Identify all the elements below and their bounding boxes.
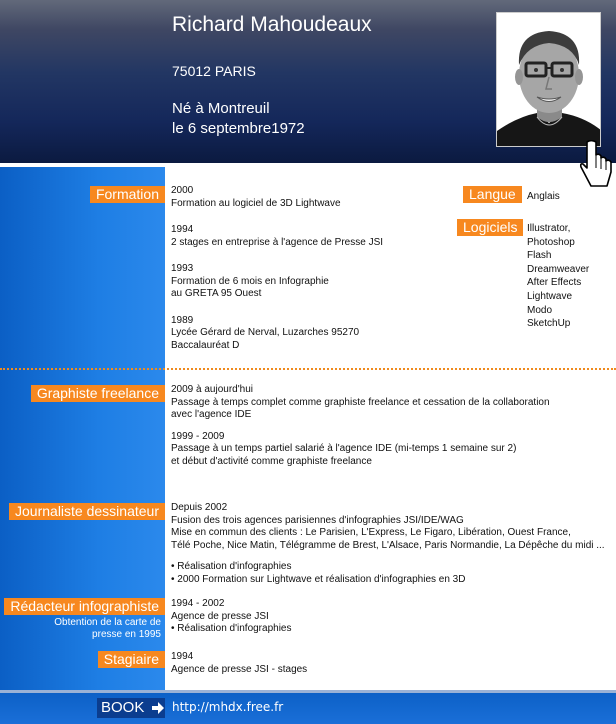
arrow-right-icon xyxy=(151,701,165,720)
formation-line: Lycée Gérard de Nerval, Luzarches 95270 xyxy=(171,327,360,338)
journaliste-label: Journaliste dessinateur xyxy=(9,503,165,520)
journaliste-line: Fusion des trois agences parisiennes d'infographies JSI/IDE/WAG xyxy=(171,514,464,526)
graphiste-year: 1999 - 2009 xyxy=(171,430,225,442)
formation-line: Formation de 6 mois en Infographie xyxy=(171,275,329,287)
stagiaire-line: Agence de presse JSI - stages xyxy=(171,663,308,675)
formation-line: 2 stages en entreprise à l'agence de Presse JSI xyxy=(171,236,384,248)
journaliste-line: Télé Poche, Nice Matin, Télégramme de Brest, L'Alsace, Paris Normandie, La Dépêche du midi ... xyxy=(171,539,605,551)
portrait-photo xyxy=(496,12,601,147)
footer xyxy=(0,690,616,724)
formation-list xyxy=(171,185,451,352)
formation-line: au GRETA 95 Ouest xyxy=(171,288,262,299)
formation-year: 1989 xyxy=(171,314,194,326)
software-item: Modo xyxy=(527,304,553,316)
website-link[interactable]: http://mhdx.free.fr xyxy=(172,700,284,714)
birth-place: Né à Montreuil xyxy=(172,100,270,117)
stagiaire-list xyxy=(171,651,471,676)
redacteur-list xyxy=(171,598,471,636)
graphiste-line: et début d'activité comme graphiste freelance xyxy=(171,455,372,467)
journaliste-year: Depuis 2002 xyxy=(171,502,228,513)
formation-year: 2000 xyxy=(171,185,194,196)
stagiaire-label: Stagiaire xyxy=(98,651,165,668)
redacteur-year: 1994 - 2002 xyxy=(171,598,225,609)
software-item: Lightwave xyxy=(527,290,573,302)
book-button[interactable]: BOOK xyxy=(97,698,165,718)
graphiste-list xyxy=(171,384,601,468)
redacteur-label: Rédacteur infographiste xyxy=(4,598,165,615)
graphiste-line: avec l'agence IDE xyxy=(171,409,252,420)
formation-year: 1993 xyxy=(171,263,194,274)
formation-line: Formation au logiciel de 3D Lightwave xyxy=(171,197,341,209)
formation-year: 1994 xyxy=(171,224,194,235)
langue-value: Anglais xyxy=(527,191,560,202)
footer-strip xyxy=(0,690,616,693)
graphiste-label: Graphiste freelance xyxy=(31,385,165,402)
birth-date: le 6 septembre1972 xyxy=(172,120,305,137)
graphiste-line: Passage à un temps partiel salarié à l'agence IDE (mi-temps 1 semaine sur 2) xyxy=(171,443,517,454)
hand-cursor-icon xyxy=(579,140,613,197)
redacteur-line: • Réalisation d'infographies xyxy=(171,623,292,634)
stagiaire-year: 1994 xyxy=(171,651,194,662)
software-item: Photoshop xyxy=(527,236,575,248)
section-divider xyxy=(0,368,616,370)
software-item: After Effects xyxy=(527,277,582,289)
software-item: Illustrator, xyxy=(527,223,571,234)
software-item: Flash xyxy=(527,250,552,262)
person-name: Richard Mahoudeaux xyxy=(172,13,372,36)
press-card-note: Obtention de la carte de presse en 1995 xyxy=(54,617,161,640)
software-item: SketchUp xyxy=(527,318,571,330)
graphiste-line: Passage à temps complet comme graphiste freelance et cessation de la collaboration xyxy=(171,396,550,408)
formation-label: Formation xyxy=(90,186,165,203)
logiciels-label: Logiciels xyxy=(457,219,523,236)
journaliste-list xyxy=(171,502,611,586)
journaliste-bullet: • Réalisation d'infographies xyxy=(171,561,292,572)
journaliste-line: Mise en commun des clients : Le Parisien, L'Express, Le Figaro, Libération, Ouest France, xyxy=(171,527,571,538)
logiciels-list xyxy=(527,222,589,331)
graphiste-year: 2009 à aujourd'hui xyxy=(171,384,253,395)
person-city: 75012 PARIS xyxy=(172,63,256,79)
software-item: Dreamweaver xyxy=(527,263,590,275)
formation-line: Baccalauréat D xyxy=(171,339,240,351)
header xyxy=(0,0,616,163)
journaliste-bullet: • 2000 Formation sur Lightwave et réalisation d'infographies en 3D xyxy=(171,573,466,585)
redacteur-line: Agence de presse JSI xyxy=(171,610,269,622)
langue-label: Langue xyxy=(463,186,522,203)
